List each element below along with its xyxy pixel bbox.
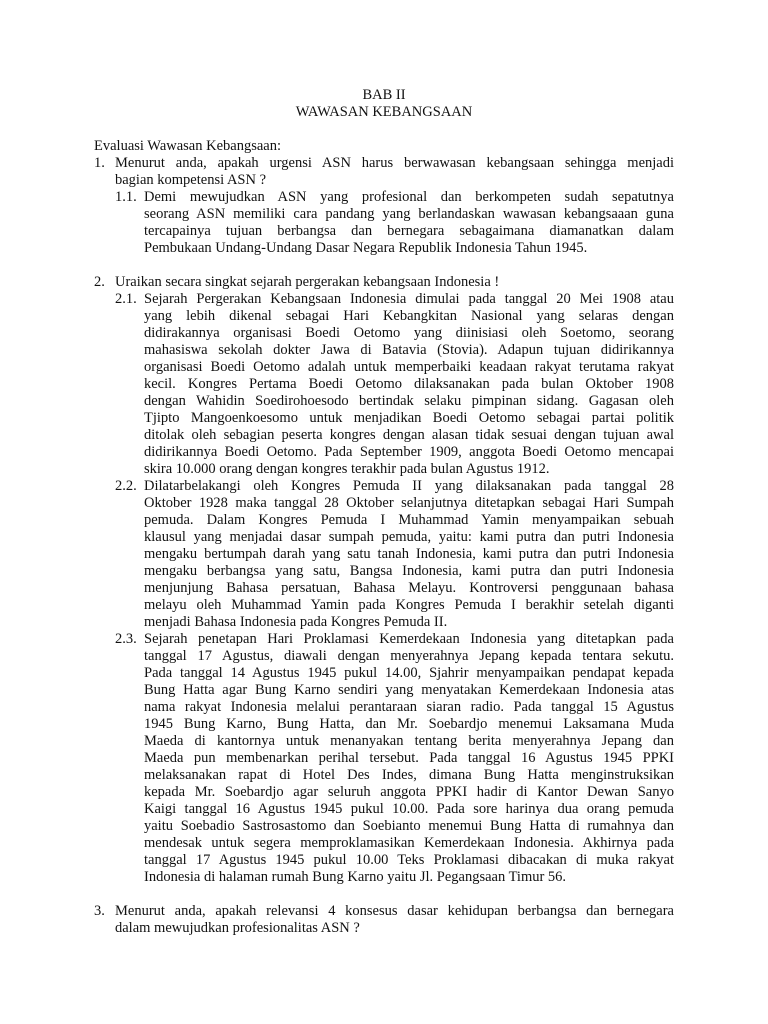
answer-2-1-line: organisasi Boedi Oetomo adalah untuk memperbaiki keadaan rakyat terutama rakyat [144,359,674,375]
answer-2-1-line: mahasiswa sekolah dokter Jawa di Batavia (Stovia). Adapun tujuan didirikannya [144,342,674,358]
answer-2-3-line: tanggal 17 Agustus 1945 pukul 10.00 Teks Proklamasi dibacakan di muka rakyat [144,852,674,868]
answer-2-2-line: klausul yang menjadai dasar sumpah pemuda, yaitu: kami putra dan putri Indonesia [144,529,674,545]
answer-2-2-line: Dilatarbelakangi oleh Kongres Pemuda II yang dilaksanakan pada tanggal 28 [144,478,674,494]
chapter-label: BAB II [362,87,406,103]
answer-2-1-line: ditolak oleh sebagian peserta kongres dengan alasan tidak sesuai dengan tujuan awal [144,427,674,443]
question-1-line: bagian kompetensi ASN ? [115,172,267,188]
question-3-number: 3. [94,903,105,919]
answer-2-2-line: menjadi Bahasa Indonesia pada Kongres Pemuda II. [144,614,448,630]
answer-2-1-line: dengan Wahidin Soedirohoesodo bertindak selaku pimpinan sidang. Gagasan oleh [144,393,674,409]
answer-2-1-number: 2.1. [115,291,137,307]
question-2-line: Uraikan secara singkat sejarah pergerakan kebangsaan Indonesia ! [115,274,500,290]
answer-2-3-line: yaitu Soebadio Sastrosastomo dan Soebianto menemui Bung Hatta di rumahnya dan [144,818,674,834]
answer-2-2-line: melayu oleh Muhammad Yamin pada Kongres Pemuda I berakhir setelah diganti [144,597,674,613]
answer-2-1-line: skira 10.000 orang dengan kongres terakhir pada bulan Agustus 1912. [144,461,550,477]
answer-2-3-line: Pada tanggal 14 Agustus 1945 pukul 14.00, Sjahrir menyampaikan pendapat kepada [144,665,674,681]
answer-2-2-line: menjunjung Bahasa persatuan, Bahasa Melayu. Kontroversi penggunaan bahasa [144,580,674,596]
answer-2-3-line: Kaigi tanggal 16 Agustus 1945 pukul 10.00. Pada sore harinya dua orang pemuda [144,801,674,817]
answer-2-3-line: Maeda pun membenarkan perihal tersebut. Pada tanggal 16 Agustus 1945 PPKI [144,750,674,766]
question-3-line: Menurut anda, apakah relevansi 4 konsesus dasar kehidupan berbangsa dan bernegara [115,903,674,919]
answer-2-1-line: kecil. Kongres Pertama Boedi Oetomo dilaksanakan pada bulan Oktober 1908 [144,376,674,392]
answer-2-1-line: Sejarah Pergerakan Kebangsaan Indonesia dimulai pada tanggal 20 Mei 1908 atau [144,291,674,307]
question-1-number: 1. [94,155,105,171]
answer-2-3-line: mendesak untuk segera memproklamasikan Kemerdekaan Indonesia. Akhirnya pada [144,835,674,851]
answer-2-2-line: mengaku bertumpah darah yang satu tanah Indonesia, kami putra dan putri Indonesia [144,546,674,562]
answer-2-1-line: didirakannya organisasi Boedi Oetomo yang diinisiasi oleh Soetomo, seorang [144,325,674,341]
answer-2-3-line: Bung Hatta agar Bung Karno sendiri yang menyatakan Kemerdekaan Indonesia atas [144,682,674,698]
answer-2-3-line: tanggal 17 Agustus, diawali dengan menyerahnya Jepang kepada tentara sekutu. [144,648,674,664]
answer-2-3-line: 1945 Bung Karno, Bung Hatta, dan Mr. Soebardjo menemui Laksamana Muda [144,716,674,732]
answer-2-2-line: mengaku berbangsa yang satu, Bangsa Indonesia, kami putra dan putri Indonesia [144,563,674,579]
question-1-line: Menurut anda, apakah urgensi ASN harus berwawasan kebangsaan sehingga menjadi [115,155,674,171]
answer-1-1-line: seorang ASN memiliki cara pandang yang berlandaskan wawasan kebangsaaan guna [144,206,674,222]
answer-1-1-line: Pembukaan Undang-Undang Dasar Negara Republik Indonesia Tahun 1945. [144,240,588,256]
answer-2-3-line: Sejarah penetapan Hari Proklamasi Kemerdekaan Indonesia yang ditetapkan pada [144,631,674,647]
answer-2-1-line: didirikannya Boedi Oetomo. Pada September 1909, anggota Boedi Oetomo mencapai [144,444,674,460]
answer-2-3-line: Indonesia di halaman rumah Bung Karno yaitu Jl. Pegangsaan Timur 56. [144,869,567,885]
evaluation-intro: Evaluasi Wawasan Kebangsaan: [94,138,281,154]
chapter-title: WAWASAN KEBANGSAAN [295,104,473,120]
answer-2-3-line: melaksanakan rapat di Hotel Des Indes, dimana Bung Hatta menginstruksikan [144,767,674,783]
answer-2-1-line: Tjipto Mangoenkoesomo untuk menjadikan Boedi Oetomo sebagai partai politik [144,410,674,426]
answer-2-3-line: nama rakyat Indonesia melalui perantaraan siaran radio. Pada tanggal 15 Agustus [144,699,674,715]
answer-2-3-line: kepada Mr. Soebardjo agar seluruh anggota PPKI hadir di Kantor Dewan Sanyo [144,784,674,800]
answer-2-3-line: Maeda di kantornya untuk menanyakan tentang berita menyerahnya Jepang dan [144,733,674,749]
answer-2-2-line: Oktober 1928 maka tanggal 28 Oktober selanjutnya ditetapkan sebagai Hari Sumpah [144,495,674,511]
question-3-line: dalam mewujudkan profesionalitas ASN ? [115,920,360,936]
answer-2-2-line: pemuda. Dalam Kongres Pemuda I Muhammad Yamin menyampaikan sebuah [144,512,674,528]
answer-1-1-line: Demi mewujudkan ASN yang profesional dan berkompeten sudah sepatutnya [144,189,674,205]
answer-1-1-number: 1.1. [115,189,137,205]
answer-2-1-line: yang lebih dikenal sebagai Hari Kebangkitan Nasional yang selaras dengan [144,308,674,324]
answer-2-3-number: 2.3. [115,631,137,647]
answer-2-2-number: 2.2. [115,478,137,494]
question-2-number: 2. [94,274,105,290]
answer-1-1-line: tercapainya tujuan berbangsa dan bernegara sebagaimana diamanatkan dalam [144,223,674,239]
